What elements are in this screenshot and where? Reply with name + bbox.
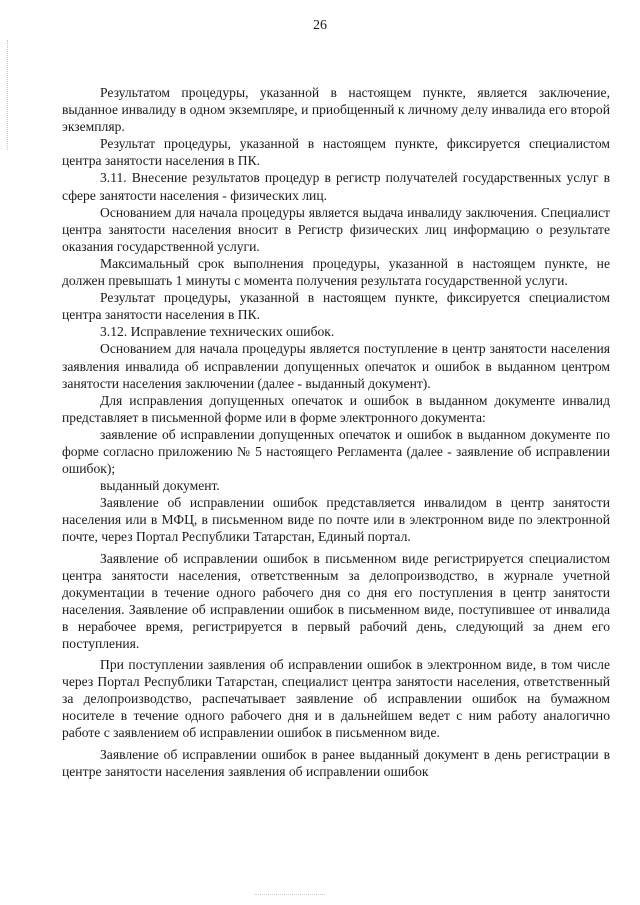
paragraph: Заявление об исправлении ошибок представляется инвалидом в центр занятости населения или в МФЦ, в письменном виде по почте или в электронном виде по электронной почте, через Портал Республики Татарстан, Единый портал.: [62, 495, 610, 545]
paragraph: Заявление об исправлении ошибок в письменном виде регистрируется специалистом центра занятости населения, ответственным за делопроизводство, в журнале учетной документации в течение одного рабочего дня со дня его поступления в центр занятости населения. Заявление об исправлении ошибок в письменном виде, поступившее от инвалида в нерабочее время, регистрируется в первый рабочий день, следующий за днем его поступления.: [62, 550, 610, 651]
paragraph: Результатом процедуры, указанной в настоящем пункте, является заключение, выданное инвалиду в одном экземпляре, и приобщенный к личному делу инвалида его второй экземпляр.: [62, 85, 610, 135]
paragraph: Результат процедуры, указанной в настоящем пункте, фиксируется специалистом центра занятости населения в ПК.: [62, 136, 610, 169]
scan-bottom-marks: [255, 894, 325, 897]
paragraph: Основанием для начала процедуры является поступление в центр занятости населения заявления инвалида об исправлении допущенных опечаток и ошибок в выданном центром занятости населения заключении (далее - выданный документ).: [62, 341, 610, 391]
paragraph: Основанием для начала процедуры является выдача инвалиду заключения. Специалист центра занятости населения вносит в Регистр физических лиц информацию о результате оказания государственной услуги.: [62, 204, 610, 254]
paragraph: Результат процедуры, указанной в настоящем пункте, фиксируется специалистом центра занятости населения в ПК.: [62, 290, 610, 323]
paragraph: Заявление об исправлении ошибок в ранее выданный документ в день регистрации в центре занятости населения заявления об исправлении ошибок: [62, 746, 610, 779]
document-body: [62, 84, 610, 780]
paragraph-list-item: выданный документ.: [100, 478, 220, 494]
paragraph: Максимальный срок выполнения процедуры, указанной в настоящем пункте, не должен превышать 1 минуты с момента получения результата государственной услуги.: [62, 255, 610, 289]
paragraph: Для исправления допущенных опечаток и ошибок в выданном документе инвалид представляет в письменной форме или в форме электронного документа:: [62, 392, 610, 425]
paragraph-section-heading: 3.11. Внесение результатов процедур в регистр получателей государственных услуг в сфере занятости населения - физических лиц.: [62, 170, 610, 203]
page-number: 26: [313, 18, 327, 33]
paragraph-section-heading: 3.12. Исправление технических ошибок.: [100, 324, 335, 340]
paragraph-list-item: заявление об исправлении допущенных опечаток и ошибок в выданном документе по форме согласно приложению № 5 настоящего Регламента (далее - заявление об исправлении ошибок);: [62, 426, 610, 477]
scan-margin-dots: [7, 40, 10, 150]
paragraph: При поступлении заявления об исправлении ошибок в электронном виде, в том числе через Портал Республики Татарстан, специалист центра занятости населения, ответственный за делопроизводство, распечатывает заявление об исправлении ошибок на бумажном носителе в течение одного рабочего дня и в дальнейшем ведет с ним работу аналогично работе с заявлением об исправлении ошибок в письменном виде.: [62, 657, 610, 741]
